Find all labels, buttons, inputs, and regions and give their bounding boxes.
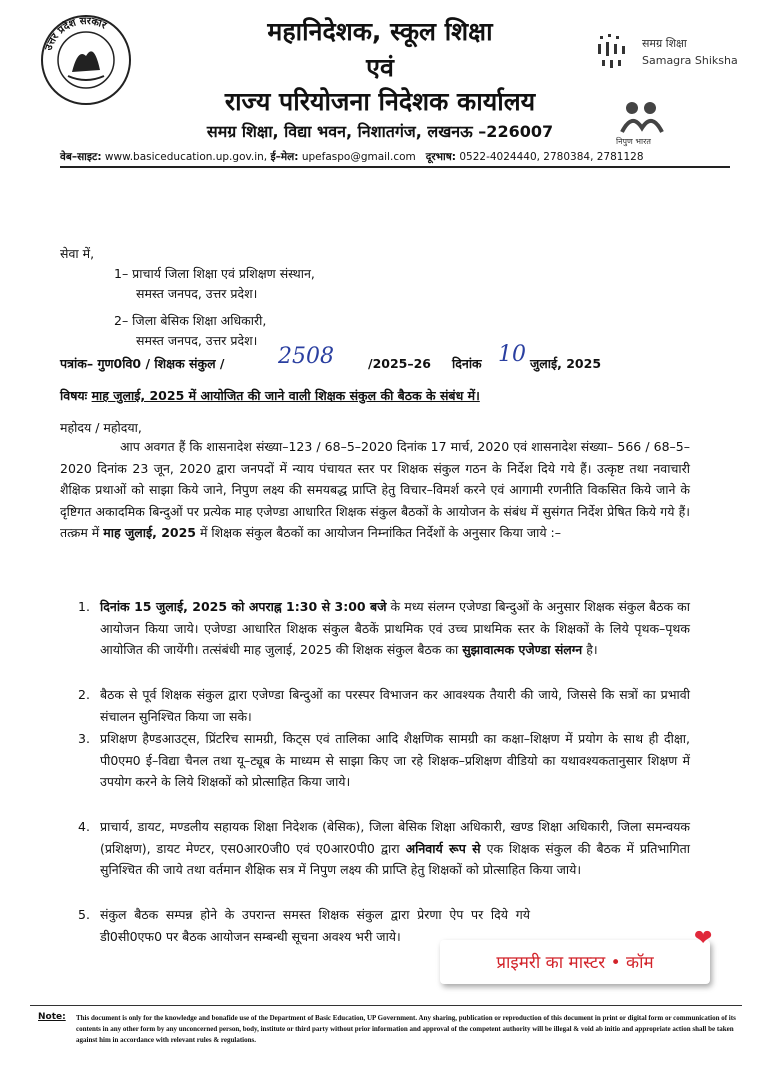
nipun-bharat-label: निपुण भारत xyxy=(616,137,651,146)
item-1-bold-end: सुझावात्मक एजेण्डा संलग्न xyxy=(462,642,583,657)
watermark-text: प्राइमरी का मास्टर • कॉम xyxy=(496,953,654,973)
intro-text-2: में शिक्षक संकुल बैठकों का आयोजन निम्नांकित निर्देशों के अनुसार किया जाये :– xyxy=(199,525,562,540)
item-4-tail: एक शिक्षक संकुल की बैठक में प्रतिभागिता सुनिश्चित की जाये तथा वर्तमान शैक्षिक सत्र में निपुण लक्ष्य की प्राप्ति हेतु शिक्षकों को प्रोत्साहित किया जाये। xyxy=(100,840,690,877)
reference-prefix: पत्रांक– गुण0वि0 / शिक्षक संकुल / xyxy=(60,356,225,371)
header-line-2: एवं xyxy=(366,53,394,82)
list-item xyxy=(78,596,690,661)
item-4-text: प्राचार्य, डायट, मण्डलीय सहायक शिक्षा निदेशक (बेसिक), जिला बेसिक शिक्षा अधिकारी, खण्ड शिक्षा अधिकारी, जिला समन्वयक (प्रशिक्षण), डायट मेण्टर, एस0आर0जी0 एवं ए0आर0पी0 द्वारा xyxy=(100,819,690,856)
list-item xyxy=(78,684,690,727)
intro-bold: माह जुलाई, 2025 xyxy=(103,525,196,540)
note-label: Note: xyxy=(38,1012,66,1022)
subject-label: विषयः xyxy=(60,388,88,403)
recipient-1-line-1: 1– प्राचार्य जिला शिक्षा एवं प्रशिक्षण संस्थान, xyxy=(114,266,315,281)
list-item-number: 2. xyxy=(78,687,90,702)
heart-icon: ❤ xyxy=(694,926,713,951)
list-item-number: 1. xyxy=(78,599,90,614)
header-divider xyxy=(60,166,730,168)
subject-line xyxy=(60,388,480,404)
item-1-tail: है। xyxy=(586,642,598,657)
contact-line xyxy=(60,150,720,164)
up-government-seal xyxy=(38,12,134,108)
list-item xyxy=(78,816,690,881)
note-text: This document is only for the knowledge and bonafide use of the Department of Basic Education, UP Government. Any sharing, publication or reproduction of this document in print or digital form or communication of its contents in any other form by any unconcerned person, body, institute or third party without prior information and approval of the competent authority will be illegal & void ab initio and appropriate action shall be taken against him in accordance with relevant rules & regulations. xyxy=(76,1014,736,1044)
date-label: दिनांक xyxy=(452,356,482,371)
list-item-number: 4. xyxy=(78,819,90,834)
item-2-text: बैठक से पूर्व शिक्षक संकुल द्वारा एजेण्डा बिन्दुओं का परस्पर विभाजन कर आवश्यक तैयारी की जाये, जिससे कि सत्रों का प्रभावी संचालन सुनिश्चित किया जा सके। xyxy=(100,687,690,724)
list-item-number: 3. xyxy=(78,731,90,746)
subject-text: माह जुलाई, 2025 में आयोजित की जाने वाली शिक्षक संकुल की बैठक के संबंध में। xyxy=(91,388,480,403)
phone-label: दूरभाष: xyxy=(425,151,457,163)
recipient-2-line-2: समस्त जनपद, उत्तर प्रदेश। xyxy=(136,333,258,348)
footer-divider xyxy=(30,1005,742,1006)
item-1-bold-start: दिनांक 15 जुलाई, 2025 को अपराह्न 1:30 से 3:00 बजे xyxy=(100,599,387,614)
handwritten-letter-number: 2508 xyxy=(278,344,334,369)
list-item-number: 5. xyxy=(78,907,90,922)
samagra-hindi-label: समग्र शिक्षा xyxy=(642,37,687,50)
header-line-3: राज्य परियोजना निदेशक कार्यालय xyxy=(224,87,536,116)
samagra-english-label: Samagra Shiksha xyxy=(642,54,738,67)
seal-text: उत्तर प्रदेश सरकार xyxy=(43,15,108,53)
email-label: ई–मेल: xyxy=(270,151,299,163)
date-rest: जुलाई, 2025 xyxy=(530,356,602,371)
nipun-bharat-logo-icon xyxy=(614,98,668,134)
web-label: वेब–साइट: xyxy=(60,151,102,163)
samagra-shiksha-logo-icon xyxy=(596,32,626,72)
item-3-text: प्रशिक्षण हैण्डआउट्स, प्रिंटरिच सामग्री, किट्स एवं तालिका आदि शैक्षणिक सामग्री का कक्षा–शिक्षण में प्रयोग के साथ ही दीक्षा, पी0एम0 ई–विद्या चैनल तथा यू–ट्यूब के माध्यम से साझा किए जा रहे शिक्षक–प्रशिक्षण वीडियो का यथावश्यकतानुसार शिक्षण में उपयोग करने के लिये शिक्षकों को प्रोत्साहित किया जाये। xyxy=(100,731,690,789)
list-item xyxy=(78,728,690,793)
header-address: समग्र शिक्षा, विद्या भवन, निशातगंज, लखनऊ –226007 xyxy=(206,122,554,141)
item-1-text: के मध्य संलग्न एजेण्डा बिन्दुओं के अनुसार शिक्षक संकुल बैठक का आयोजन किया जाये। एजेण्डा आधारित शिक्षक संकुल बैठकें प्राथमिक एवं उच्च प्राथमिक स्तर के शिक्षकों के लिये पृथक–पृथक आयोजित की जायेंगी। तत्संबंधी माह जुलाई, 2025 की शिक्षक संकुल बैठक का xyxy=(100,599,690,657)
handwritten-day: 10 xyxy=(498,342,526,367)
item-4-bold: अनिवार्य रूप से xyxy=(405,840,481,856)
intro-paragraph xyxy=(60,436,690,544)
phone-numbers: 0522-4024440, 2780384, 2781128 xyxy=(459,151,644,163)
greeting: महोदय / महोदया, xyxy=(60,420,142,435)
web-url[interactable]: www.basiceducation.up.gov.in, xyxy=(104,151,268,163)
header-line-1: महानिदेशक, स्कूल शिक्षा xyxy=(267,17,493,46)
reference-year: /2025–26 xyxy=(368,356,432,371)
salutation-to: सेवा में, xyxy=(60,246,95,261)
email-address[interactable]: upefaspo@gmail.com xyxy=(301,151,416,163)
intro-text-1: आप अवगत हैं कि शासनादेश संख्या–123 / 68–5–2020 दिनांक 17 मार्च, 2020 एवं शासनादेश संख्या– 566 / 68–5–2020 दिनांक 23 जून, 2020 द्वारा जनपदों में न्याय पंचायत स्तर पर शिक्षक संकुल गठन के निर्देश दिये गये हैं। उत्कृष्ट तथा नवाचारी शैक्षिक प्रथाओं को साझा किये जाने, निपुण लक्ष्य की समयबद्ध प्राप्ति हेतु विचार–विमर्श करने एवं आगामी रणनीति विकसित किये जाने के दृष्टिगत अकादमिक बिन्दुओं पर प्रत्येक माह एजेण्डा आधारित शिक्षक संकुल बैठकों के आयोजन के संबंध में सुसंगत निर्देश प्रेषित किये गये हैं। तत्क्रम में xyxy=(60,439,690,540)
recipient-2-line-1: 2– जिला बेसिक शिक्षा अधिकारी, xyxy=(114,313,267,328)
recipient-1-line-2: समस्त जनपद, उत्तर प्रदेश। xyxy=(136,286,258,301)
item-5-text: संकुल बैठक सम्पन्न होने के उपरान्त समस्त शिक्षक संकुल द्वारा प्रेरणा ऐप पर दिये गये डी0सी0एफ0 पर बैठक आयोजन सम्बन्धी सूचना अवश्य भरी जाये। xyxy=(100,907,530,944)
